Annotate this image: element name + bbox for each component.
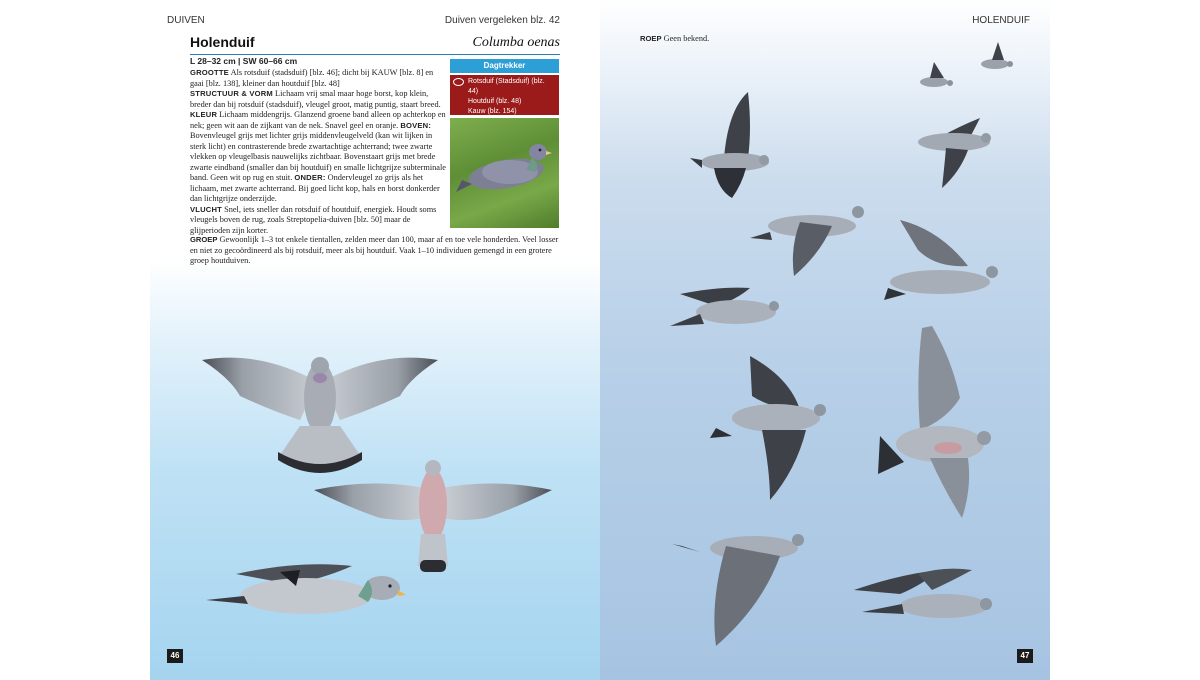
compare-item: Kauw (blz. 154) <box>468 108 517 115</box>
flight-photo-3 <box>690 92 769 198</box>
flight-photo-4 <box>918 118 991 188</box>
species-header: HOLENDUIF <box>972 15 1030 26</box>
flight-photo-6 <box>884 220 998 300</box>
cross-reference: Duiven vergeleken blz. 42 <box>444 15 560 26</box>
pigeon-side-illustration <box>206 564 406 614</box>
latin-name: Columba oenas <box>472 35 560 50</box>
flight-photo-1 <box>981 42 1013 69</box>
compare-item: Houtduif (blz. 48) <box>468 98 522 105</box>
roep-paragraph: ROEP Geen bekend. <box>640 34 710 43</box>
structuur-paragraph: STRUCTUUR & VORM Lichaam vrij smal maar hoge borst, kop klein, breder dan bij rotsduif (stadsduif), vleugel groot, matig puntig, staart breed. <box>190 89 441 109</box>
section-header: DUIVEN <box>167 15 205 26</box>
pigeon-underside-illustration <box>314 460 552 572</box>
flight-photo-9 <box>878 326 991 518</box>
grootte-paragraph: GROOTTE Als rotsduif (stadsduif) [blz. 46]; dicht bij KAUW [blz. 8] en gaai [blz. 138], kleiner dan houtduif [blz. 48] <box>190 68 434 88</box>
kleur-paragraph: KLEUR Lichaam middengrijs. Glanzend groene band alleen op achterkop en nek; geen wit aan de zijkant van de nek. Snavel geel en oranje. BOVEN: Bovenvleugel grijs met lichter grijs middenvleugelveld (kan wit lijken in sterk licht) en contrasterende brede zwartachtige achterrand; twee zwarte vlekken op vleugelbasis nauwelijks zichtbaar. Bovenstaart grijs met brede zwarte eindband (smaller dan bij houtduif) en smalle lichtgrijze subterminale band. Geen wit op rug en stuit. ONDER: Ondervleugel zo grijs als het lichaam, met zwarte achterrand. Bij goed licht kop, hals en borst donkerder dan lichtgrijze onderzijde. <box>190 110 446 203</box>
flight-photo-5 <box>750 206 864 276</box>
page-number-left: 46 <box>167 649 183 663</box>
groep-paragraph: GROEP Gewoonlijk 1–3 tot enkele tientallen, zelden meer dan 100, maar af en toe vele honderden. Veel losser en niet zo gecoördineerd als bij rotsduif, meer als bij houtduif. Vaak 1–10 individuen gemengd in een grotere groep houtduiven. <box>190 235 559 265</box>
flight-photo-11 <box>854 569 992 618</box>
species-name: Holenduif <box>190 34 255 50</box>
flight-photo-8 <box>710 356 826 500</box>
pigeon-upperside-illustration <box>202 357 438 473</box>
page-number-right: 47 <box>1017 649 1033 663</box>
flight-photo-7 <box>670 288 779 326</box>
flight-photo-10 <box>672 534 804 646</box>
flight-photo-2 <box>920 62 953 87</box>
activity-badge: Dagtrekker <box>450 59 559 73</box>
compare-item: Rotsduif (Stadsduif) (blz. 44) <box>468 78 545 95</box>
measurements: L 28–32 cm | SW 60–66 cm <box>190 56 298 66</box>
vlucht-paragraph: VLUCHT Snel, iets sneller dan rotsduif of houtduif, energiek. Houdt soms vleugels boven de rug, zoals Streptopelia-duiven [blz. 50] maar de glijperioden zijn korter. <box>190 204 437 235</box>
